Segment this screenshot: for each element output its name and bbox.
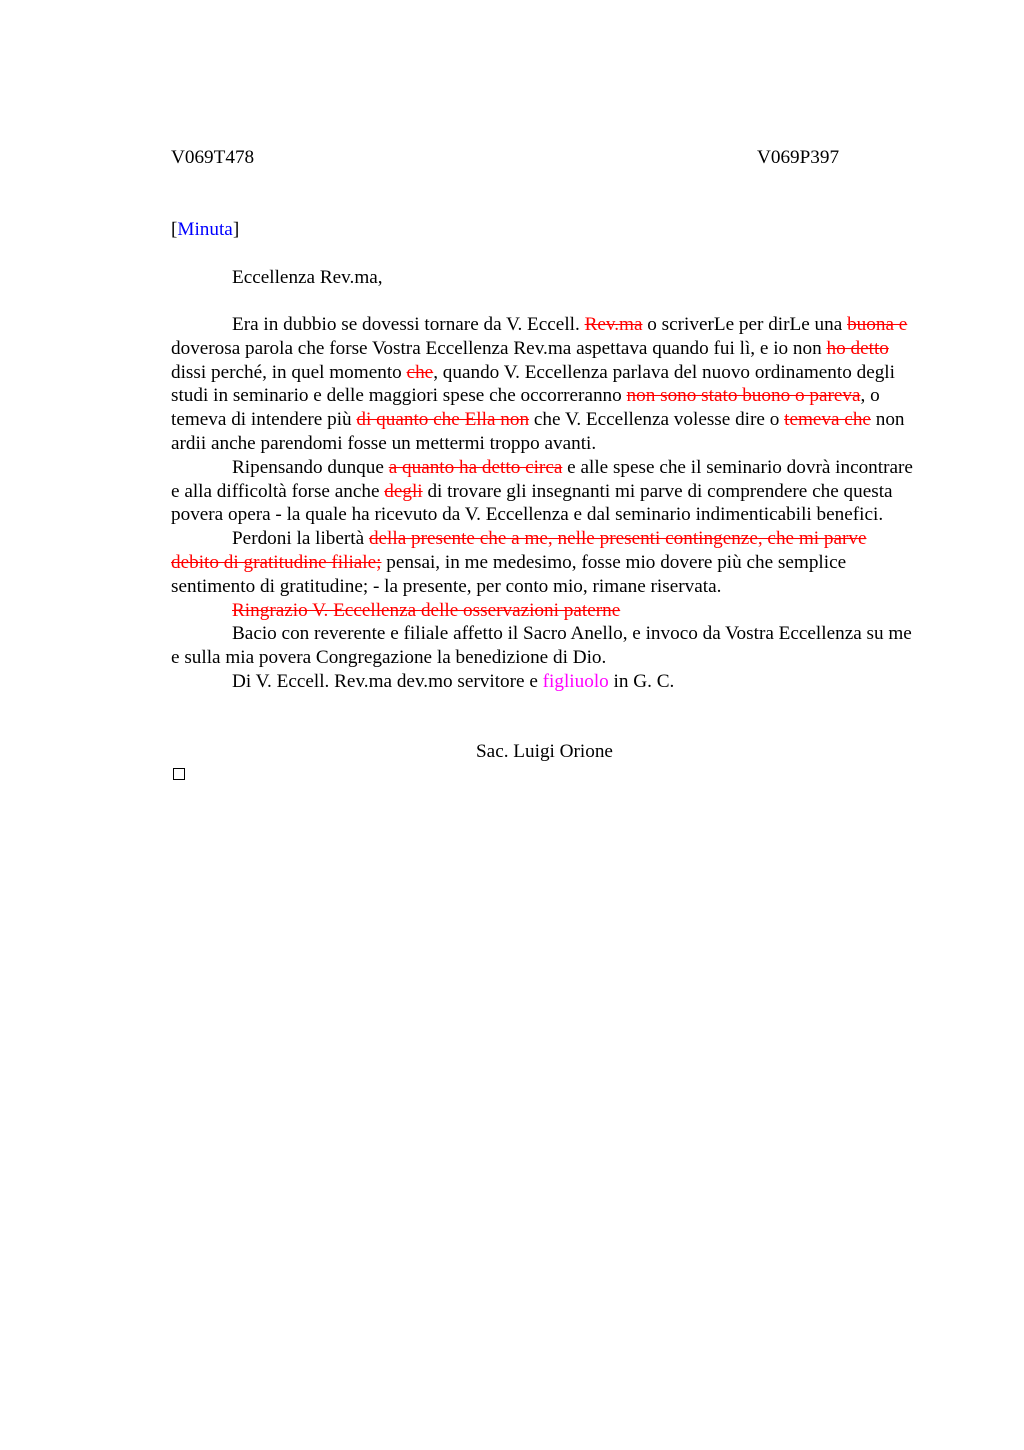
- text-segment: pensai, in me medesimo, fosse mio dovere più che semplice sentimento di gratitudine; - la presente, per conto mio, rimane riservata.: [171, 551, 847, 597]
- deleted-text: a quanto ha detto circa: [388, 456, 563, 478]
- paragraph: [171, 313, 916, 456]
- deleted-text: Rev.ma: [584, 314, 643, 335]
- bracket-close: ]: [232, 219, 240, 240]
- draft-label: [171, 218, 916, 242]
- text-segment: , quando V. Eccellenza parlava del nuovo ordinamento degli studi in seminario e delle maggiori spese che occorreranno: [171, 361, 895, 407]
- salutation: Eccellenza Rev.ma,: [232, 267, 383, 288]
- deleted-text: degli: [384, 480, 423, 502]
- text-segment: in G. C.: [608, 670, 675, 692]
- text-segment: , o temeva di intendere più: [171, 385, 880, 431]
- paragraph: [171, 599, 916, 623]
- text-segment: Bacio con reverente e filiale affetto il Sacro Anello, e invoco da Vostra Eccellenza su me e sulla mia povera Congregazione la benedizione di Dio.: [171, 623, 912, 669]
- deleted-text: non sono stato buono o pareva: [626, 385, 861, 407]
- paragraph: [171, 670, 916, 694]
- text-segment: non ardii anche parendomi fosse un mettermi troppo avanti.: [171, 409, 905, 454]
- text-segment: o scriverLe per dirLe una: [642, 314, 848, 335]
- deleted-text: ho detto: [826, 337, 889, 359]
- deleted-text: della presente che a me, nelle presenti contingenze, che mi parve debito di gratitudine filiale;: [171, 528, 867, 573]
- deleted-text: buona e: [847, 314, 908, 335]
- text-segment: doverosa parola che forse Vostra Eccellenza Rev.ma aspettava quando fui lì, e io non: [171, 337, 827, 359]
- text-segment: Perdoni la libertà: [232, 528, 369, 550]
- deleted-text: temeva che: [784, 409, 871, 431]
- document-code-right: V069P397: [757, 147, 840, 168]
- text-segment: e alle spese che il seminario dovrà incontrare e alla difficoltà forse anche: [171, 456, 913, 502]
- text-segment: Ripensando dunque: [232, 456, 389, 478]
- text-segment: che V. Eccellenza volesse dire o: [529, 409, 785, 431]
- deleted-text: che: [406, 361, 434, 383]
- signature: Sac. Luigi Orione: [476, 741, 613, 762]
- bracket-open: [: [171, 219, 178, 240]
- document-code-left: V069T478: [171, 147, 255, 168]
- text-segment: dissi perché, in quel momento: [171, 361, 407, 383]
- text-segment: Di V. Eccell. Rev.ma dev.mo servitore e: [232, 670, 543, 692]
- deleted-text: Ringrazio V. Eccellenza delle osservazioni paterne: [232, 599, 621, 621]
- draft-label-text: Minuta: [177, 219, 233, 240]
- empty-square-icon: [173, 768, 185, 780]
- text-segment: di trovare gli insegnanti mi parve di comprendere che questa povera opera - la quale ha ricevuto da V. Eccellenza e dal seminario indimenticabili benefici.: [171, 480, 893, 526]
- paragraph: [171, 622, 916, 670]
- highlighted-text: figliuolo: [542, 670, 609, 692]
- deleted-text: di quanto che Ella non: [356, 409, 530, 431]
- paragraph: [171, 527, 916, 598]
- text-segment: Era in dubbio se dovessi tornare da V. Eccell.: [232, 314, 585, 335]
- paragraph: [171, 456, 916, 527]
- letter-body: [171, 313, 916, 694]
